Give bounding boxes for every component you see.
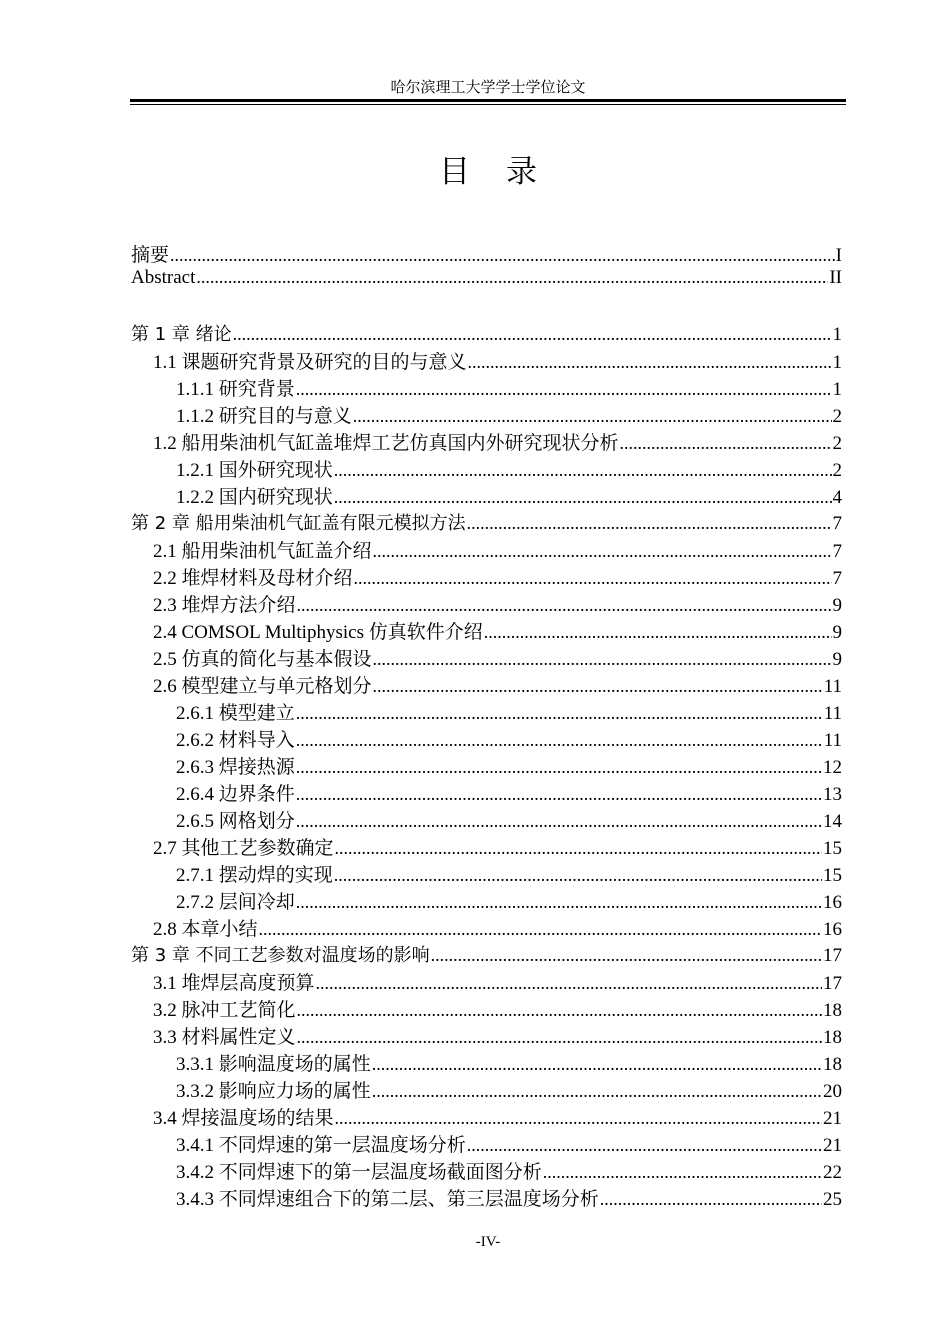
- toc-entry[interactable]: [131, 563, 842, 590]
- toc-entry-label: 2.6 模型建立与单元格划分: [153, 676, 372, 697]
- page-title: 目录: [439, 154, 573, 190]
- toc-entry-page: 1: [832, 324, 842, 345]
- toc-entry[interactable]: [131, 968, 842, 995]
- toc-entry-label: 2.7.2 层间冷却: [176, 892, 295, 913]
- toc-entry-label: 1.1 课题研究背景及研究的目的与意义: [153, 352, 467, 373]
- toc-entry-page: 15: [823, 838, 842, 859]
- toc-entry-page: 18: [823, 1027, 842, 1048]
- toc-entry-label: 3.3 材料属性定义: [153, 1027, 296, 1048]
- toc-entry-label: 2.4 COMSOL Multiphysics 仿真软件介绍: [153, 622, 483, 643]
- toc-entry-label: 2.8 本章小结: [153, 919, 258, 940]
- toc-entry-page: 18: [823, 1054, 842, 1075]
- toc-entry-label: 第 2 章 船用柴油机气缸盖有限元模拟方法: [131, 513, 466, 534]
- toc-entry[interactable]: [131, 1049, 842, 1076]
- toc-entry-page: 7: [832, 568, 842, 589]
- toc-entry-label: 1.1.2 研究目的与意义: [176, 406, 352, 427]
- toc-entry[interactable]: [131, 240, 842, 267]
- toc-leader-dots: [297, 1000, 822, 1021]
- toc-entry-page: 17: [823, 973, 842, 994]
- toc-leader-dots: [316, 973, 822, 994]
- toc-leader-dots: [296, 892, 822, 913]
- toc-entry-label: 1.2 船用柴油机气缸盖堆焊工艺仿真国内外研究现状分析: [153, 433, 619, 454]
- toc-entry[interactable]: [131, 590, 842, 617]
- toc-leader-dots: [259, 919, 822, 940]
- toc-entry-page: 7: [832, 513, 842, 534]
- toc-entry-label: 1.1.1 研究背景: [176, 379, 295, 400]
- toc-leader-dots: [297, 1027, 822, 1048]
- toc-entry-label: 2.7 其他工艺参数确定: [153, 838, 334, 859]
- toc-entry-page: 7: [832, 541, 842, 562]
- toc-leader-dots: [170, 245, 835, 266]
- toc-entry-page: 17: [823, 945, 842, 966]
- toc-entry[interactable]: [131, 1130, 842, 1157]
- toc-entry-page: 22: [823, 1162, 842, 1183]
- toc-entry-page: 25: [823, 1189, 842, 1210]
- toc-entry[interactable]: [131, 752, 842, 779]
- toc-entry-page: I: [835, 245, 842, 266]
- toc-entry-label: 2.6.2 材料导入: [176, 730, 295, 751]
- toc-leader-dots: [196, 267, 828, 288]
- toc-entry[interactable]: [131, 1022, 842, 1049]
- toc-leader-dots: [353, 406, 832, 427]
- toc-leader-dots: [468, 352, 832, 373]
- toc-entry-label: 3.2 脉冲工艺简化: [153, 1000, 296, 1021]
- toc-entry-label: 2.1 船用柴油机气缸盖介绍: [153, 541, 372, 562]
- toc-entry[interactable]: [131, 428, 842, 455]
- toc-entry-page: 4: [832, 487, 842, 508]
- toc-entry-label: 3.3.2 影响应力场的属性: [176, 1081, 371, 1102]
- toc-leader-dots: [373, 649, 832, 670]
- toc-entry[interactable]: [131, 887, 842, 914]
- toc-entry[interactable]: [131, 995, 842, 1022]
- toc-entry-label: 2.6.3 焊接热源: [176, 757, 295, 778]
- toc-entry-page: 11: [823, 676, 842, 697]
- toc-entry[interactable]: [131, 779, 842, 806]
- table-of-contents: [131, 240, 842, 1211]
- toc-leader-dots: [334, 487, 832, 508]
- toc-entry-label: 3.4.1 不同焊速的第一层温度场分析: [176, 1135, 466, 1156]
- toc-leader-dots: [296, 784, 822, 805]
- toc-entry-page: 15: [823, 865, 842, 886]
- toc-entry-page: 2: [832, 433, 842, 454]
- toc-leader-dots: [543, 1162, 822, 1183]
- toc-entry-page: 21: [823, 1135, 842, 1156]
- toc-leader-dots: [620, 433, 832, 454]
- toc-leader-dots: [296, 379, 832, 400]
- toc-entry-label: 1.2.2 国内研究现状: [176, 487, 333, 508]
- toc-entry[interactable]: [131, 374, 842, 401]
- toc-entry-page: 18: [823, 1000, 842, 1021]
- toc-entry[interactable]: [131, 1157, 842, 1184]
- toc-entry-label: 第 1 章 绪论: [131, 324, 232, 345]
- toc-entry[interactable]: [131, 860, 842, 887]
- toc-entry-page: 11: [823, 730, 842, 751]
- toc-entry-page: 21: [823, 1108, 842, 1129]
- toc-leader-dots: [372, 1054, 822, 1075]
- toc-entry-label: 2.5 仿真的简化与基本假设: [153, 649, 372, 670]
- toc-entry-page: 9: [832, 622, 842, 643]
- toc-entry-label: 3.1 堆焊层高度预算: [153, 973, 315, 994]
- toc-entry[interactable]: [131, 671, 842, 698]
- toc-leader-dots: [372, 1081, 822, 1102]
- toc-entry-label: 2.6.1 模型建立: [176, 703, 295, 724]
- toc-entry[interactable]: [131, 698, 842, 725]
- toc-leader-dots: [431, 945, 822, 966]
- toc-entry[interactable]: [131, 401, 842, 428]
- toc-leader-dots: [297, 595, 832, 616]
- toc-leader-dots: [334, 460, 832, 481]
- toc-entry[interactable]: [131, 1103, 842, 1130]
- toc-entry[interactable]: [131, 617, 842, 644]
- toc-leader-dots: [484, 622, 832, 643]
- toc-entry[interactable]: [131, 455, 842, 482]
- toc-entry-page: 12: [823, 757, 842, 778]
- toc-entry[interactable]: [131, 509, 842, 536]
- toc-entry-label: 3.3.1 影响温度场的属性: [176, 1054, 371, 1075]
- toc-entry-page: 16: [823, 919, 842, 940]
- toc-entry-label: 2.3 堆焊方法介绍: [153, 595, 296, 616]
- toc-entry[interactable]: [131, 833, 842, 860]
- toc-leader-dots: [373, 676, 823, 697]
- toc-entry-label: 第 3 章 不同工艺参数对温度场的影响: [131, 945, 430, 966]
- toc-entry-page: 2: [832, 406, 842, 427]
- toc-entry-page: 1: [832, 352, 842, 373]
- toc-entry[interactable]: [131, 1076, 842, 1103]
- header-rule-thin: [130, 104, 846, 105]
- toc-entry[interactable]: [131, 941, 842, 968]
- toc-entry[interactable]: [131, 644, 842, 671]
- toc-entry-label: 2.6.5 网格划分: [176, 811, 295, 832]
- toc-leader-dots: [600, 1189, 822, 1210]
- toc-entry-page: II: [829, 267, 842, 288]
- toc-entry-label: 摘要: [131, 245, 170, 266]
- toc-entry-label: 1.2.1 国外研究现状: [176, 460, 333, 481]
- toc-entry-page: 2: [832, 460, 842, 481]
- toc-entry[interactable]: [131, 320, 842, 347]
- toc-leader-dots: [354, 568, 832, 589]
- toc-entry-label: 2.7.1 摆动焊的实现: [176, 865, 333, 886]
- toc-entry-label: 2.2 堆焊材料及母材介绍: [153, 568, 353, 589]
- toc-leader-dots: [296, 730, 823, 751]
- toc-entry-page: 11: [823, 703, 842, 724]
- toc-entry-page: 13: [823, 784, 842, 805]
- toc-entry[interactable]: [131, 806, 842, 833]
- toc-entry-page: 9: [832, 595, 842, 616]
- toc-entry-page: 16: [823, 892, 842, 913]
- toc-leader-dots: [334, 865, 822, 886]
- toc-entry[interactable]: [131, 347, 842, 374]
- toc-entry-label: 3.4.2 不同焊速下的第一层温度场截面图分析: [176, 1162, 542, 1183]
- toc-leader-dots: [467, 513, 832, 534]
- toc-leader-dots: [296, 703, 823, 724]
- toc-leader-dots: [335, 1108, 822, 1129]
- page-number: -IV-: [475, 1234, 501, 1250]
- toc-entry-label: 2.6.4 边界条件: [176, 784, 295, 805]
- toc-entry[interactable]: [131, 536, 842, 563]
- toc-entry-page: 1: [832, 379, 842, 400]
- toc-entry[interactable]: [131, 725, 842, 752]
- toc-entry[interactable]: [131, 267, 842, 294]
- toc-entry-label: 3.4 焊接温度场的结果: [153, 1108, 334, 1129]
- toc-entry-page: 14: [823, 811, 842, 832]
- header-rule-thick: [130, 99, 846, 102]
- toc-entry-page: 20: [823, 1081, 842, 1102]
- toc-leader-dots: [233, 324, 832, 345]
- running-header: 哈尔滨理工大学学士学位论文: [390, 80, 586, 96]
- toc-leader-dots: [296, 811, 822, 832]
- toc-leader-dots: [335, 838, 822, 859]
- toc-entry-page: 9: [832, 649, 842, 670]
- toc-entry[interactable]: [131, 482, 842, 509]
- toc-entry-label: 3.4.3 不同焊速组合下的第二层、第三层温度场分析: [176, 1189, 599, 1210]
- toc-entry[interactable]: [131, 1184, 842, 1211]
- toc-leader-dots: [467, 1135, 822, 1156]
- toc-leader-dots: [373, 541, 832, 562]
- toc-leader-dots: [296, 757, 822, 778]
- toc-entry[interactable]: [131, 914, 842, 941]
- toc-entry-label: Abstract: [131, 267, 196, 288]
